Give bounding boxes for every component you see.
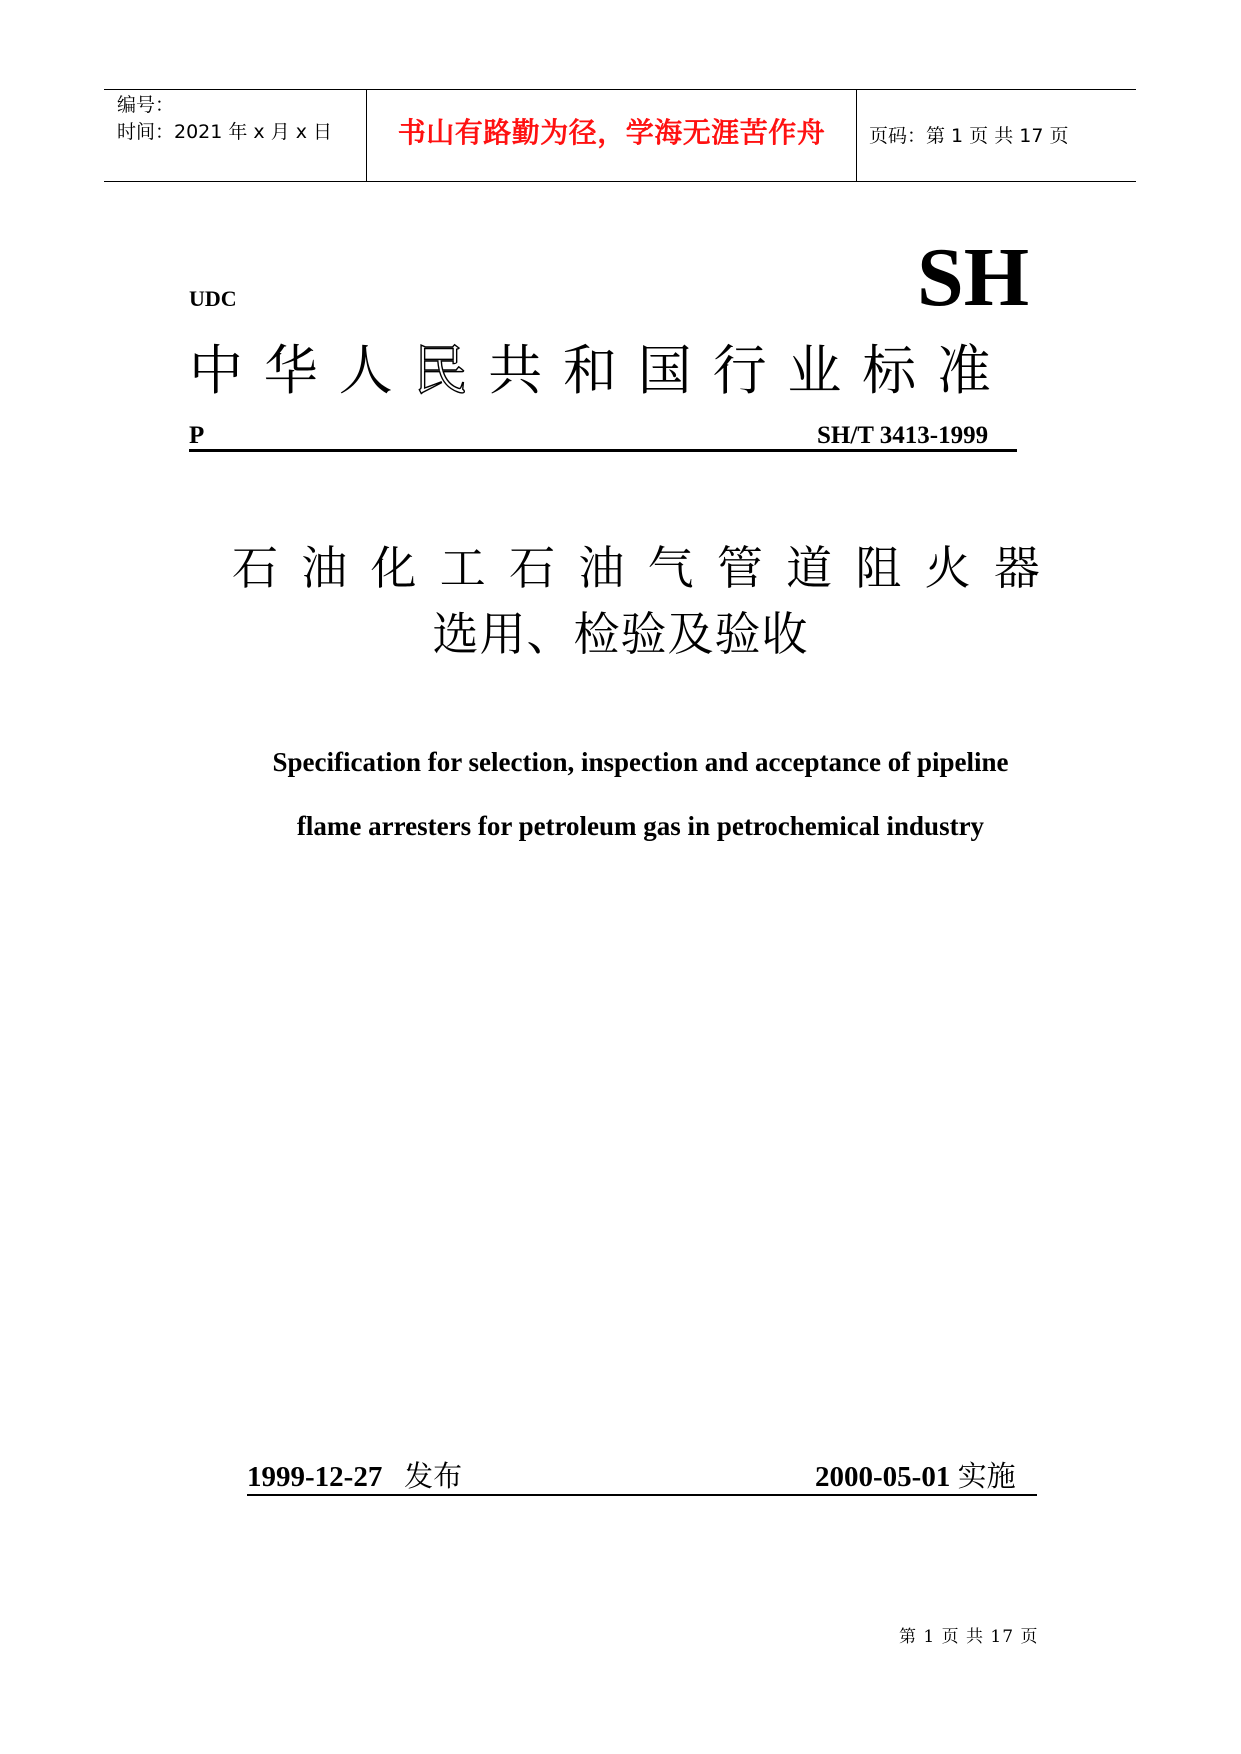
standard-title-char: 人 [338, 339, 393, 402]
standard-number: SH/T 3413-1999 [817, 422, 989, 449]
cn-title-char: 道 [786, 541, 833, 595]
standard-title [189, 339, 991, 402]
page-code: 页码：第 1 页 共 17 页 [869, 125, 1069, 147]
cn-title-char: 工 [439, 541, 486, 595]
cn-title-char: 管 [716, 541, 763, 595]
standard-title-char: 和 [562, 339, 617, 402]
standard-title-char: 共 [488, 339, 543, 402]
cn-title-char: 阻 [855, 541, 902, 595]
serial-label: 编号： [117, 94, 175, 116]
cn-title-char: 油 [301, 541, 348, 595]
cn-title-char: 气 [647, 541, 694, 595]
effective-date: 2000-05-01 [815, 1461, 951, 1493]
cn-title-line2: 选用、检验及验收 [432, 607, 809, 661]
cn-title-line1 [232, 541, 1040, 595]
motto: 书山有路勤为径，学海无涯苦作舟 [397, 116, 826, 149]
standard-title-char: 业 [787, 339, 842, 402]
page-footer: 第 1 页 共 17 页 [899, 1627, 1039, 1647]
effective-label: 实施 [957, 1459, 1016, 1493]
standard-code: SH [917, 231, 1030, 324]
cn-title-char: 油 [578, 541, 625, 595]
standard-title-char: 标 [862, 339, 917, 402]
publish-label: 发布 [404, 1459, 463, 1493]
time-label: 时间：2021 年 x 月 x 日 [117, 121, 333, 143]
standard-title-char: 民 [413, 339, 468, 402]
cn-title-char: 石 [232, 541, 278, 595]
publish-info [247, 1459, 463, 1493]
standard-title-char: 国 [637, 339, 692, 402]
cn-title-char: 化 [370, 541, 417, 595]
cn-title-char: 器 [993, 541, 1040, 595]
en-title-line2: flame arresters for petroleum gas in petrochemical industry [296, 811, 985, 841]
en-title-line1: Specification for selection, inspection and acceptance of pipeline [272, 747, 1009, 777]
divider [189, 449, 1017, 452]
cn-title-char: 火 [924, 541, 971, 595]
standard-title-char: 中 [189, 339, 243, 402]
date-underline [247, 1494, 1037, 1496]
effective-info [815, 1459, 1016, 1493]
standard-title-char: 准 [936, 339, 991, 402]
header-motto-cell [367, 90, 857, 181]
header-page-cell [857, 90, 1136, 181]
udc-label: UDC [189, 286, 237, 311]
header-info-cell [104, 90, 367, 181]
standard-title-char: 华 [263, 339, 318, 402]
standard-title-char: 行 [712, 339, 767, 402]
category-label: P [189, 422, 205, 449]
cn-title-char: 石 [509, 541, 556, 595]
header-table [104, 89, 1136, 182]
publish-date: 1999-12-27 [247, 1461, 383, 1493]
